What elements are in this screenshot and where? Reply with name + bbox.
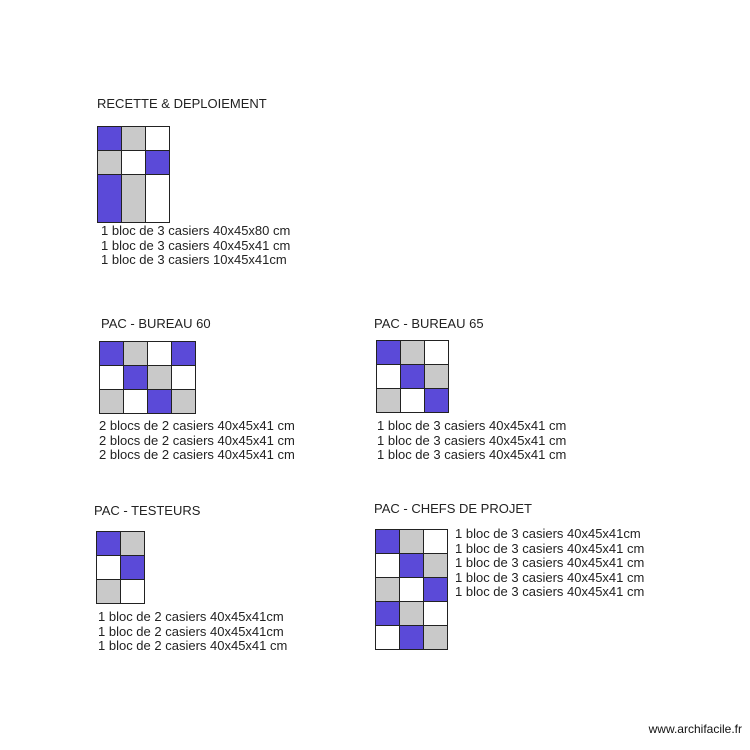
locker-cell-white [425,341,448,364]
description-line: 2 blocs de 2 casiers 40x45x41 cm [99,418,295,433]
locker-cell-gray [97,580,120,603]
locker-cell-white [100,366,123,389]
description-testeurs [98,610,287,654]
locker-cell-blue [400,626,423,649]
locker-cell-gray [376,578,399,601]
section-title-testeurs: PAC - TESTEURS [94,503,201,518]
locker-cell-gray [424,626,447,649]
locker-grid-bureau65 [376,340,449,413]
locker-grid-chefs [375,529,448,650]
locker-cell-blue [124,366,147,389]
locker-cell-gray [98,151,121,174]
description-bureau65 [377,419,566,463]
locker-cell-blue [424,578,447,601]
locker-cell-gray [121,532,144,555]
locker-cell-gray [425,365,448,388]
description-line: 1 bloc de 3 casiers 40x45x41 cm [101,237,291,253]
locker-grid-recette [97,126,170,223]
locker-cell-gray [122,175,145,222]
description-line: 2 blocs de 2 casiers 40x45x41 cm [99,447,295,462]
locker-cell-gray [424,554,447,577]
locker-cell-white [148,342,171,365]
locker-cell-blue [172,342,195,365]
locker-cell-gray [400,602,423,625]
locker-cell-white [146,127,169,150]
description-chefs [455,527,644,600]
locker-cell-white [172,366,195,389]
description-line: 1 bloc de 3 casiers 40x45x41 cm [455,569,645,585]
locker-cell-white [122,151,145,174]
locker-cell-blue [376,602,399,625]
locker-cell-white [424,530,447,553]
locker-cell-white [376,554,399,577]
section-title-recette: RECETTE & DEPLOIEMENT [97,96,267,111]
description-line: 1 bloc de 3 casiers 10x45x41cm [101,252,287,267]
section-title-bureau60: PAC - BUREAU 60 [101,316,211,331]
locker-cell-gray [148,366,171,389]
locker-cell-gray [124,342,147,365]
locker-cell-blue [377,341,400,364]
locker-cell-white [146,175,169,222]
locker-cell-blue [97,532,120,555]
description-line: 1 bloc de 3 casiers 40x45x41 cm [377,432,567,448]
description-line: 1 bloc de 2 casiers 40x45x41 cm [98,638,288,653]
description-line: 1 bloc de 2 casiers 40x45x41cm [98,609,284,624]
description-line: 1 bloc de 3 casiers 40x45x41cm [455,526,641,541]
locker-cell-white [97,556,120,579]
locker-cell-blue [98,127,121,150]
locker-cell-gray [172,390,195,413]
locker-cell-blue [121,556,144,579]
description-line: 1 bloc de 3 casiers 40x45x41 cm [455,555,645,570]
locker-cell-white [376,626,399,649]
description-line: 1 bloc de 3 casiers 40x45x41 cm [455,584,645,599]
locker-cell-gray [400,530,423,553]
description-line: 1 bloc de 3 casiers 40x45x80 cm [101,223,291,238]
locker-cell-blue [400,554,423,577]
locker-cell-white [121,580,144,603]
description-bureau60 [99,419,295,463]
locker-cell-white [424,602,447,625]
locker-cell-white [400,578,423,601]
locker-cell-blue [100,342,123,365]
locker-cell-blue [146,151,169,174]
description-recette [101,224,290,268]
description-line: 2 blocs de 2 casiers 40x45x41 cm [99,432,295,448]
locker-cell-gray [401,341,424,364]
description-line: 1 bloc de 3 casiers 40x45x41 cm [377,447,567,462]
locker-cell-blue [376,530,399,553]
locker-cell-white [401,389,424,412]
locker-cell-blue [148,390,171,413]
watermark[interactable]: www.archifacile.fr [648,722,742,736]
locker-cell-blue [401,365,424,388]
locker-grid-testeurs [96,531,145,604]
section-title-chefs: PAC - CHEFS DE PROJET [374,501,532,516]
locker-cell-gray [377,389,400,412]
locker-cell-white [124,390,147,413]
locker-grid-bureau60 [99,341,196,414]
locker-cell-blue [425,389,448,412]
description-line: 1 bloc de 3 casiers 40x45x41 cm [377,418,567,433]
locker-cell-blue [98,175,121,222]
locker-cell-gray [100,390,123,413]
locker-cell-white [377,365,400,388]
locker-cell-gray [122,127,145,150]
section-title-bureau65: PAC - BUREAU 65 [374,316,484,331]
description-line: 1 bloc de 3 casiers 40x45x41 cm [455,540,645,556]
description-line: 1 bloc de 2 casiers 40x45x41cm [98,623,284,639]
